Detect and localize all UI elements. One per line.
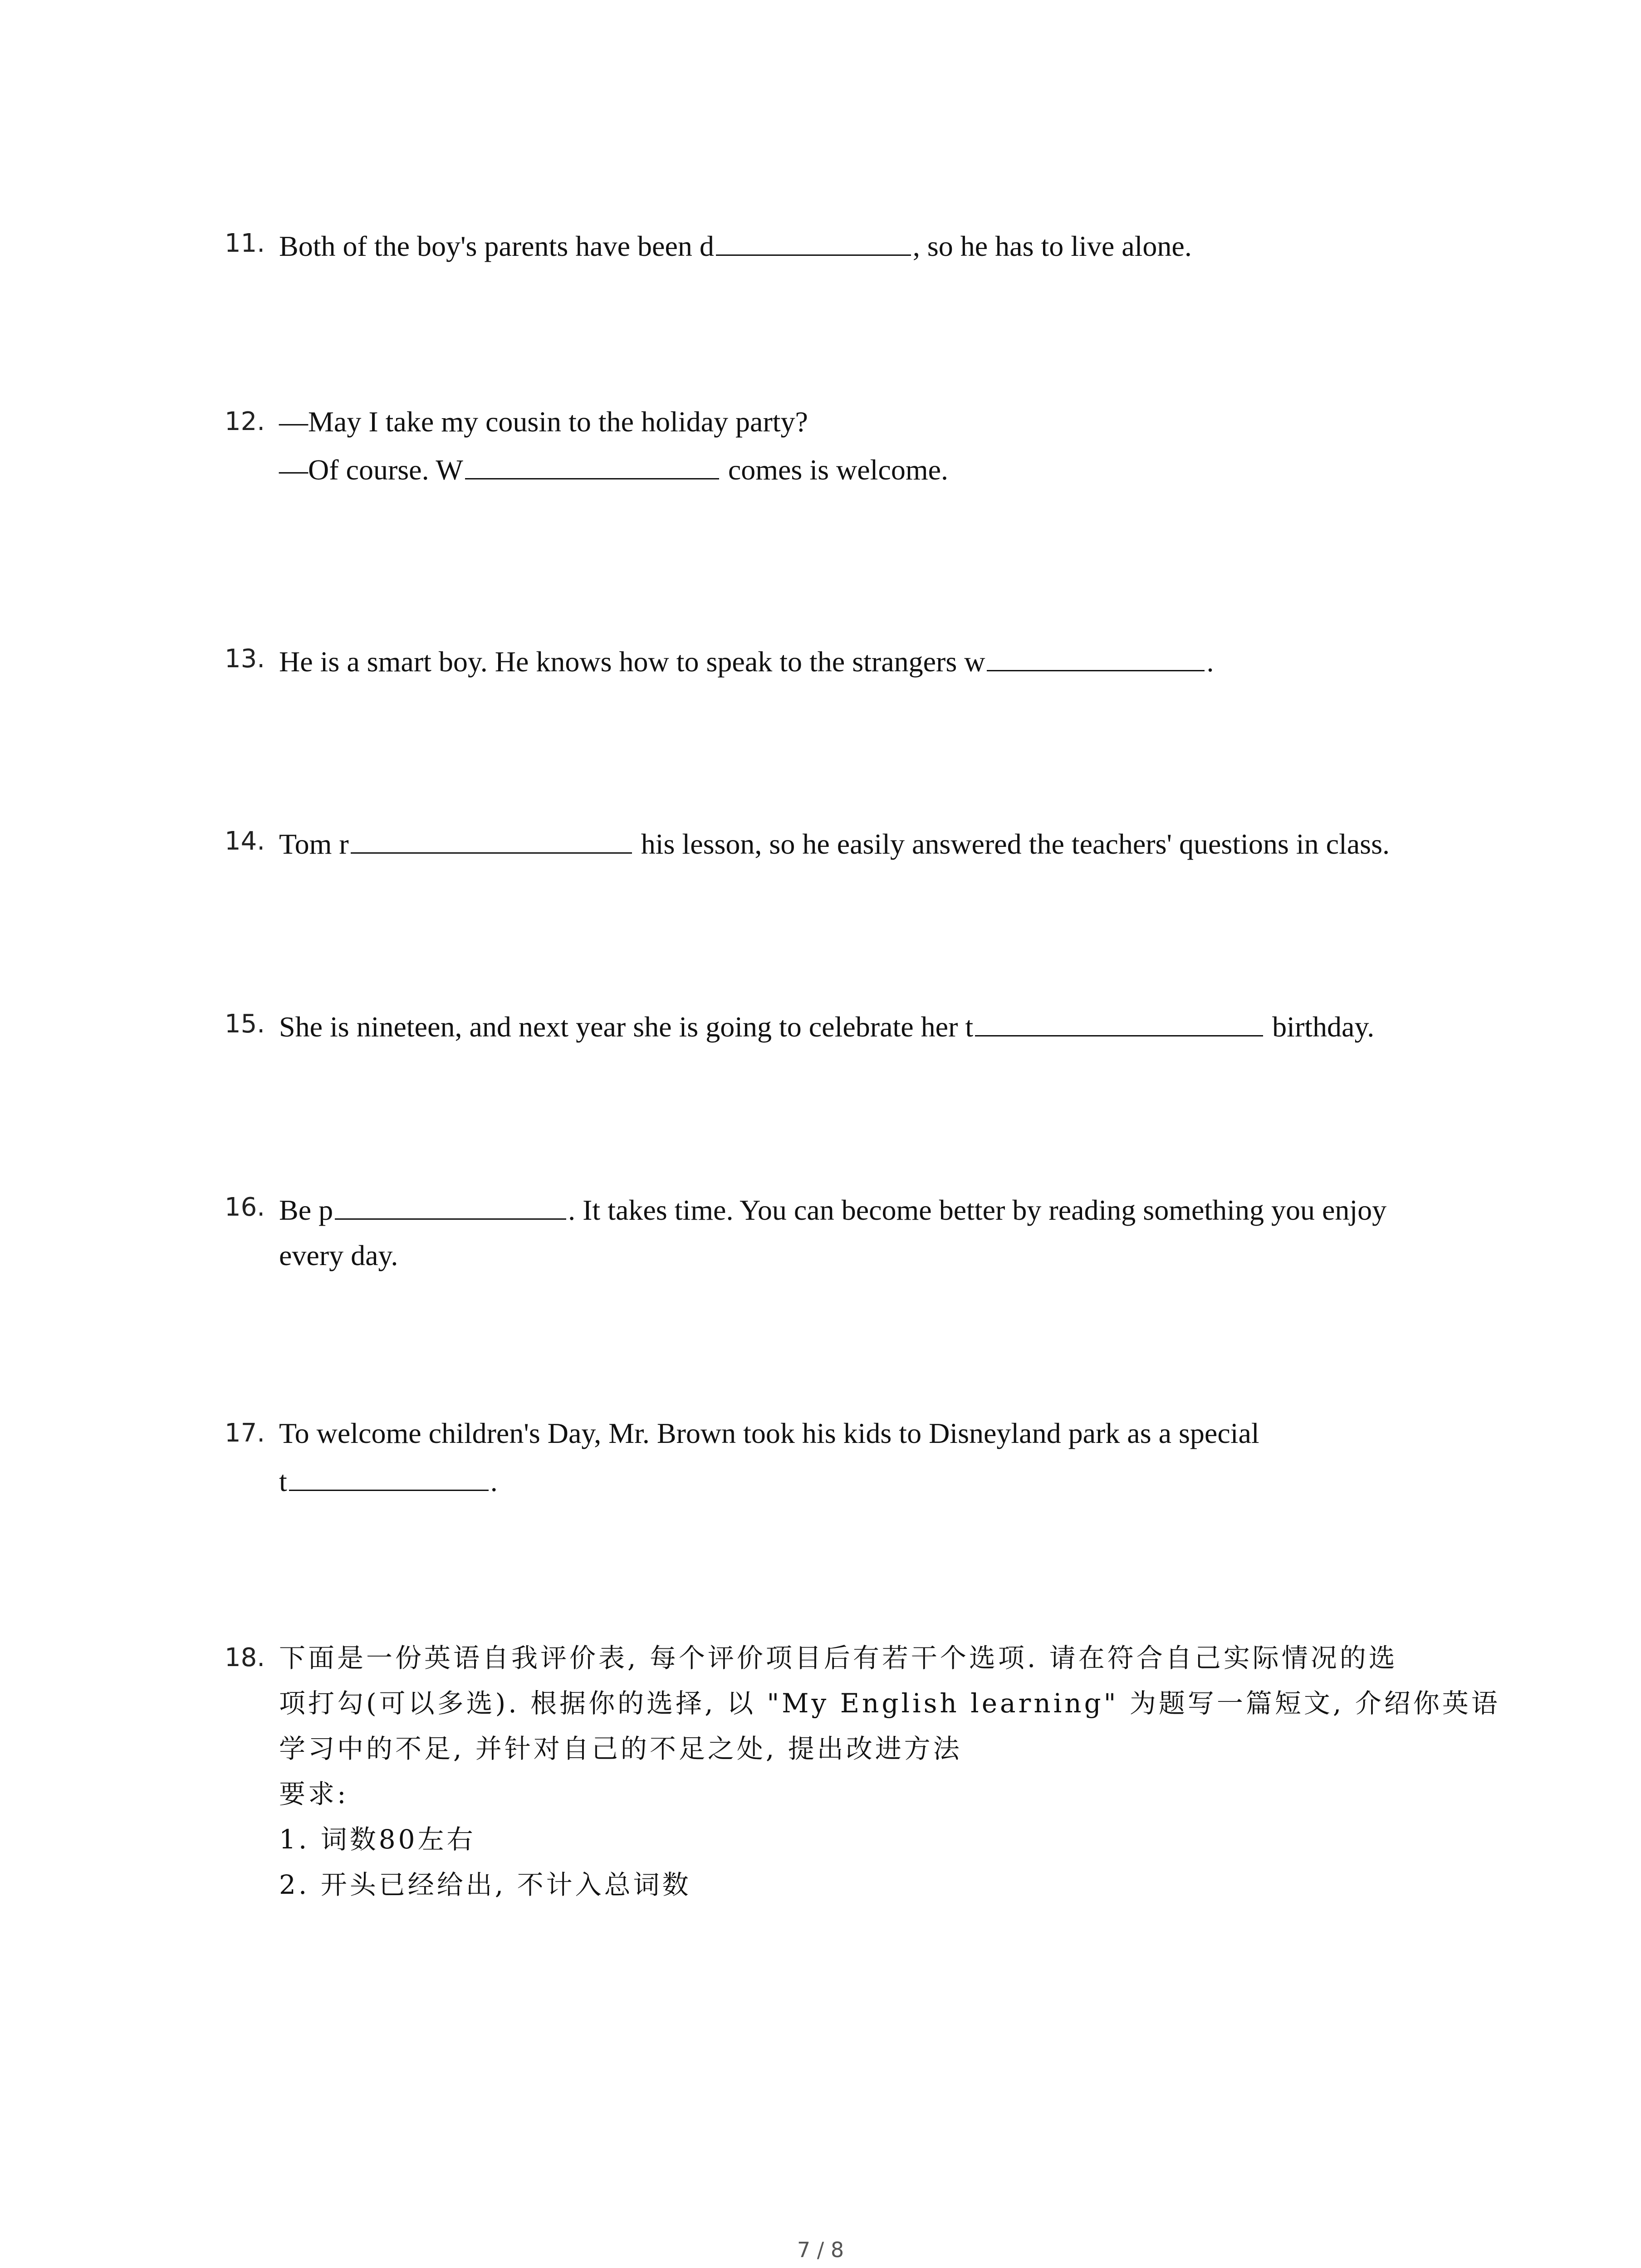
question-number: 15. bbox=[225, 1009, 265, 1039]
question-text: . bbox=[1206, 645, 1214, 678]
question-text: every day. bbox=[279, 1239, 398, 1271]
question-number: 16. bbox=[225, 1193, 265, 1222]
instruction-line: 项打勾(可以多选). 根据你的选择, 以 "My English learning" 为题写一篇短文, 介绍你英语 bbox=[279, 1688, 1500, 1719]
answer-blank[interactable] bbox=[975, 1002, 1263, 1036]
answer-blank[interactable] bbox=[465, 445, 719, 479]
question-number: 18. bbox=[225, 1643, 265, 1672]
question-text: —May I take my cousin to the holiday party? bbox=[279, 406, 808, 438]
answer-blank[interactable] bbox=[289, 1456, 489, 1491]
answer-blank[interactable] bbox=[351, 819, 632, 854]
question-text: Be p bbox=[279, 1194, 333, 1226]
instruction-line: 学习中的不足, 并针对自己的不足之处, 提出改进方法 bbox=[279, 1733, 962, 1764]
question-number: 13. bbox=[225, 644, 265, 674]
question-text: —Of course. W bbox=[279, 454, 463, 486]
question-text: To welcome children's Day, Mr. Brown took his kids to Disneyland park as a special bbox=[279, 1417, 1259, 1449]
requirement-item: 1. 词数80左右 bbox=[279, 1824, 476, 1855]
question-text: . bbox=[490, 1465, 498, 1497]
page-indicator: 7 / 8 bbox=[797, 2238, 844, 2262]
question-number: 14. bbox=[225, 826, 265, 856]
question-text: comes is welcome. bbox=[720, 454, 948, 486]
answer-blank[interactable] bbox=[335, 1185, 566, 1220]
requirement-item: 2. 开头已经给出, 不计入总词数 bbox=[279, 1869, 691, 1900]
question-number: 17. bbox=[225, 1418, 265, 1448]
question-text: , so he has to live alone. bbox=[912, 230, 1192, 262]
question-text: He is a smart boy. He knows how to speak to the strangers w bbox=[279, 645, 985, 678]
requirements-heading: 要求: bbox=[279, 1779, 349, 1809]
question-text: his lesson, so he easily answered the teachers' questions in class. bbox=[633, 828, 1390, 860]
question-text: t bbox=[279, 1465, 287, 1497]
answer-blank[interactable] bbox=[716, 221, 911, 256]
question-number: 11. bbox=[225, 229, 265, 258]
question-text: She is nineteen, and next year she is going to celebrate her t bbox=[279, 1011, 974, 1043]
question-number: 12. bbox=[225, 407, 265, 436]
instruction-line: 下面是一份英语自我评价表, 每个评价项目后有若干个选项. 请在符合自己实际情况的选 bbox=[279, 1642, 1398, 1673]
question-text: Tom r bbox=[279, 828, 349, 860]
question-text: birthday. bbox=[1265, 1011, 1375, 1043]
question-text: . It takes time. You can become better by reading something you enjoy bbox=[568, 1194, 1387, 1226]
answer-blank[interactable] bbox=[987, 636, 1205, 671]
question-text: Both of the boy's parents have been d bbox=[279, 230, 714, 262]
